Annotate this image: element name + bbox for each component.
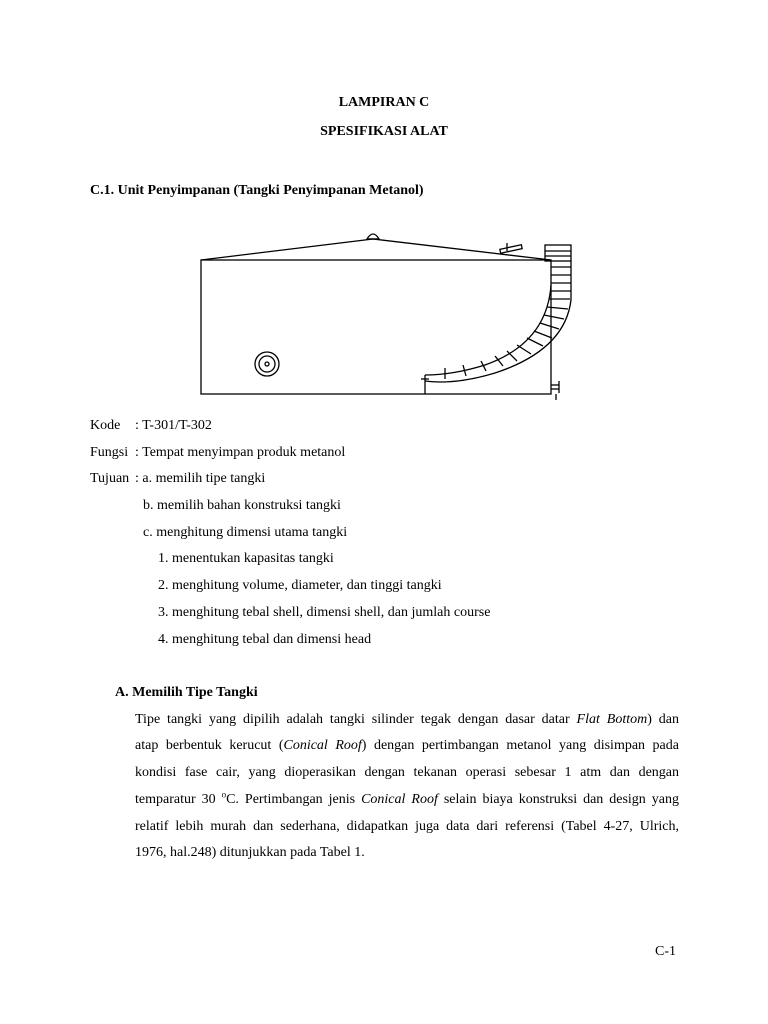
page-subtitle: SPESIFIKASI ALAT [320, 124, 448, 139]
storage-tank-diagram [195, 225, 575, 400]
tujuan-label: Tujuan [90, 471, 130, 486]
kode-value: : T-301/T-302 [135, 418, 212, 433]
paragraph-line-1: Tipe tangki yang dipilih adalah tangki silinder tegak dengan dasar datar Flat Bottom) dan [135, 712, 679, 727]
sub-item-1: 1. menentukan kapasitas tangki [158, 551, 334, 566]
roof-nozzle [500, 245, 522, 253]
spiral-stair [425, 261, 571, 382]
tujuan-item-b: b. memilih bahan konstruksi tangki [143, 498, 341, 513]
tujuan-item-c: c. menghitung dimensi utama tangki [143, 525, 348, 540]
page-number: C-1 [655, 944, 676, 959]
paragraph-line-6: 1976, hal.248) ditunjukkan pada Tabel 1. [135, 845, 365, 860]
section-heading: C.1. Unit Penyimpanan (Tangki Penyimpanan Metanol) [90, 183, 424, 198]
sub-item-3: 3. menghitung tebal shell, dimensi shell, dan jumlah course [158, 605, 491, 620]
kode-label: Kode [90, 418, 121, 433]
tank-shell [201, 260, 551, 394]
paragraph-line-3: kondisi fase cair, yang dioperasikan dengan tekanan operasi sebesar 1 atm dan dengan [135, 765, 679, 780]
tujuan-item-a: : a. memilih tipe tangki [135, 471, 266, 486]
paragraph-line-5: relatif lebih murah dan sederhana, didapatkan juga data dari referensi (Tabel 4-27, Ulrich, [135, 819, 679, 834]
roof-vent [367, 234, 379, 239]
section-a-heading: A. Memilih Tipe Tangki [115, 685, 258, 700]
roof-left [201, 239, 373, 260]
sub-item-4: 4. menghitung tebal dan dimensi head [158, 632, 372, 647]
paragraph-line-4: temparatur 30 $^o$C. Pertimbangan jenis Conical Roof selain biaya konstruksi dan design yang [135, 789, 680, 807]
sub-item-2: 2. menghitung volume, diameter, dan tinggi tangki [158, 578, 442, 593]
fungsi-label: Fungsi [90, 445, 129, 460]
roof-right [373, 239, 551, 260]
page-title: LAMPIRAN C [338, 95, 430, 110]
stair-top [545, 245, 571, 261]
fungsi-value: : Tempat menyimpan produk metanol [135, 445, 346, 460]
paragraph-line-2: atap berbentuk kerucut (Conical Roof) dengan pertimbangan metanol yang disimpan pada [135, 738, 679, 753]
